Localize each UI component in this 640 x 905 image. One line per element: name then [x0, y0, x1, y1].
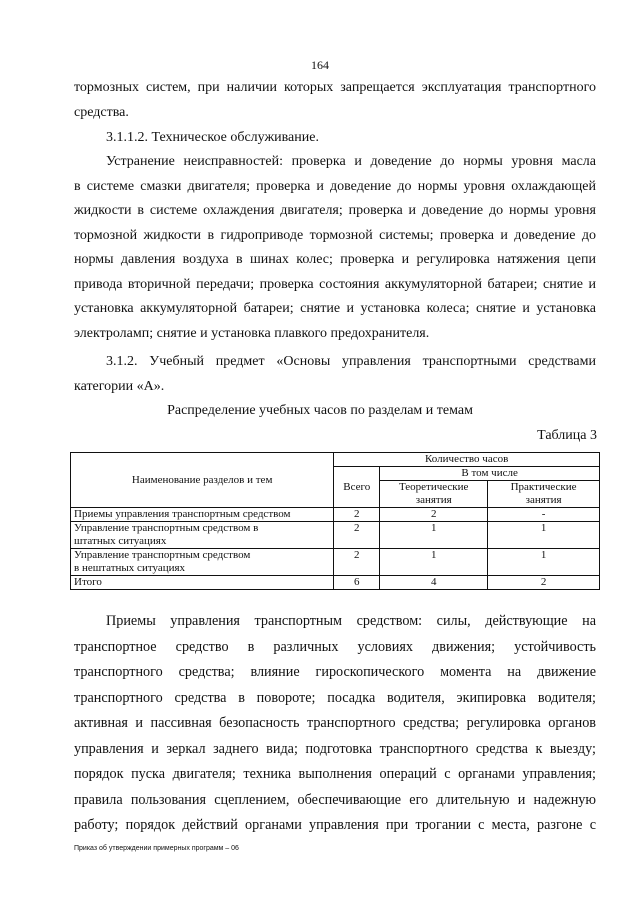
- paragraph-maintenance: [74, 150, 596, 346]
- header-practice: Практические занятия: [488, 481, 600, 508]
- row-practice: -: [488, 508, 600, 522]
- text-line: управления и зеркал заднего вида; подготовка транспортного средства к выезду;: [74, 740, 596, 757]
- row-total: 2: [334, 508, 380, 522]
- text-line: транспортное средство в различных условиях движения; устойчивость: [74, 638, 596, 655]
- table-row: [71, 522, 600, 549]
- header-hours: Количество часов: [334, 453, 600, 467]
- text-line: порядок пуска двигателя; техника выполнения операций с органами управления;: [74, 766, 596, 782]
- text-line: привода вторичной передачи; проверка состояния аккумуляторной батареи; снятие и: [74, 276, 596, 292]
- paragraph-brakes: [74, 76, 596, 125]
- text-line: средства.: [74, 104, 129, 120]
- text-line: нормы давления воздуха в шинах колес; проверка и регулировка натяжения цепи: [74, 252, 596, 267]
- row-total: 2: [334, 522, 380, 549]
- text-line: транспортного средства в повороте; посадка водителя, экипировка водителя;: [74, 689, 596, 706]
- table-row: [71, 549, 600, 576]
- header-name: Наименование разделов и тем: [71, 453, 334, 508]
- table-caption: Распределение учебных часов по разделам и темам: [167, 403, 473, 418]
- text-line: тормозной жидкости в гидроприводе тормозной системы; проверка и доведение до: [74, 227, 596, 243]
- paragraph-control-techniques: [74, 609, 596, 839]
- row-total: 2: [334, 549, 380, 576]
- summary-name: Итого: [71, 576, 334, 590]
- text-line: правила пользования сцеплением, обеспечивающие его длительную и надежную: [74, 791, 596, 808]
- text-line: установка аккумуляторной батареи; снятие и установка колеса; снятие и установка: [74, 301, 596, 316]
- section-heading-subject: [74, 350, 596, 399]
- hours-table: [70, 452, 600, 590]
- header-theory: Теоретические занятия: [380, 481, 488, 508]
- header-including: В том числе: [380, 467, 600, 481]
- summary-theory: 4: [380, 576, 488, 590]
- row-theory: 1: [380, 522, 488, 549]
- summary-total: 6: [334, 576, 380, 590]
- table-label: Таблица 3: [537, 428, 597, 443]
- row-name: Управление транспортным средством в нештатных ситуациях: [71, 549, 334, 576]
- row-practice: 1: [488, 522, 600, 549]
- row-name: Приемы управления транспортным средством: [71, 508, 334, 522]
- text-line: в системе смазки двигателя; проверка и доведение до нормы уровня охлаждающей: [74, 178, 596, 194]
- text-line: электроламп; снятие и установка плавкого предохранителя.: [74, 325, 430, 341]
- text-line: транспортного средства; влияние гироскопического момента на движение: [74, 664, 596, 680]
- text-line: жидкости в системе охлаждения двигателя; проверка и доведение до нормы уровня: [74, 203, 596, 218]
- page-footer: Приказ об утверждении примерных программ – 06: [74, 845, 239, 852]
- row-practice: 1: [488, 549, 600, 576]
- page-number: 164: [311, 58, 329, 72]
- text-line: активная и пассивная безопасность транспортного средства; регулировка органов: [74, 715, 596, 731]
- header-total: Всего: [334, 467, 380, 508]
- text-line: Устранение неисправностей: проверка и доведение до нормы уровня масла: [106, 154, 596, 169]
- section-heading-maintenance: 3.1.1.2. Техническое обслуживание.: [106, 130, 319, 145]
- text-line: тормозных систем, при наличии которых запрещается эксплуатация транспортного: [74, 80, 596, 95]
- row-theory: 1: [380, 549, 488, 576]
- text-line: Приемы управления транспортным средством: силы, действующие на: [106, 613, 596, 629]
- summary-practice: 2: [488, 576, 600, 590]
- table-summary-row: [71, 576, 600, 590]
- row-name: Управление транспортным средством в штатных ситуациях: [71, 522, 334, 549]
- text-line: работу; порядок действий органами управления при трогании с места, разгоне с: [74, 817, 596, 833]
- table-row: [71, 508, 600, 522]
- table-header-row: [71, 453, 600, 467]
- row-theory: 2: [380, 508, 488, 522]
- text-line: категории «А».: [74, 378, 165, 394]
- text-line: 3.1.2. Учебный предмет «Основы управления транспортными средствами: [106, 354, 596, 369]
